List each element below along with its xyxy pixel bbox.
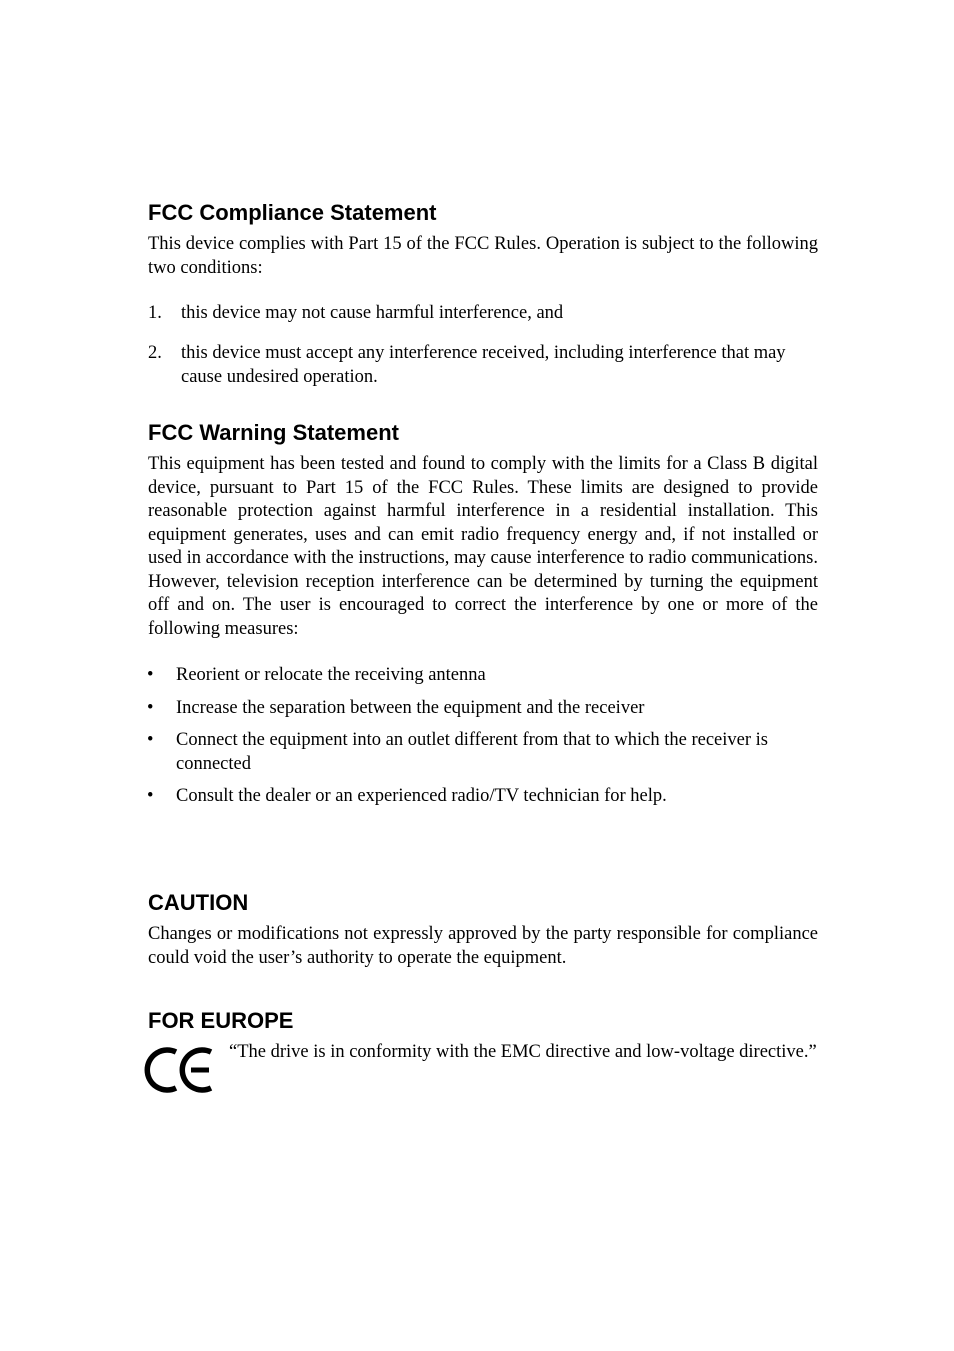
europe-statement: “The drive is in conformity with the EMC directive and low-voltage directive.” [229,1042,817,1062]
bullet-icon: • [147,698,154,718]
condition-text: this device may not cause harmful interference, and [181,303,564,323]
caution-heading: CAUTION [148,890,249,915]
measure-item: Increase the separation between the equipment and the receiver [176,698,645,718]
condition-text: this device must accept any interference received, including interference that may cause undesired operation. [181,343,786,387]
fcc-warning-body: This equipment has been tested and found to comply with the limits for a Class B digital device, pursuant to Part 15 of the FCC Rules. These limits are designed to provide reasonable protection against harmful interference in a residential installation. This equipment generates, uses and can emit radio frequency energy and, if not installed or used in accordance with the instructions, may cause interference to radio communications. However, television reception interference can be determined by turning the equipment off and on. The user is encouraged to correct the interference by one or more of the following measures: [148,454,818,639]
europe-heading: FOR EUROPE [148,1008,294,1033]
fcc-compliance-heading: FCC Compliance Statement [148,200,437,225]
fcc-compliance-intro: This device complies with Part 15 of the FCC Rules. Operation is subject to the following two conditions: [148,234,818,278]
bullet-icon: • [147,665,154,685]
fcc-warning-heading: FCC Warning Statement [148,420,399,445]
bullet-icon: • [147,730,154,750]
ce-mark-icon [143,1044,215,1096]
caution-body: Changes or modifications not expressly approved by the party responsible for compliance could void the user’s authority to operate the equipment. [148,924,818,968]
condition-number: 2. [148,343,162,363]
bullet-icon: • [147,786,154,806]
condition-number: 1. [148,303,162,323]
measure-item: Consult the dealer or an experienced radio/TV technician for help. [176,786,667,806]
measure-item: Connect the equipment into an outlet different from that to which the receiver is connected [176,730,768,774]
measure-item: Reorient or relocate the receiving antenna [176,665,486,685]
